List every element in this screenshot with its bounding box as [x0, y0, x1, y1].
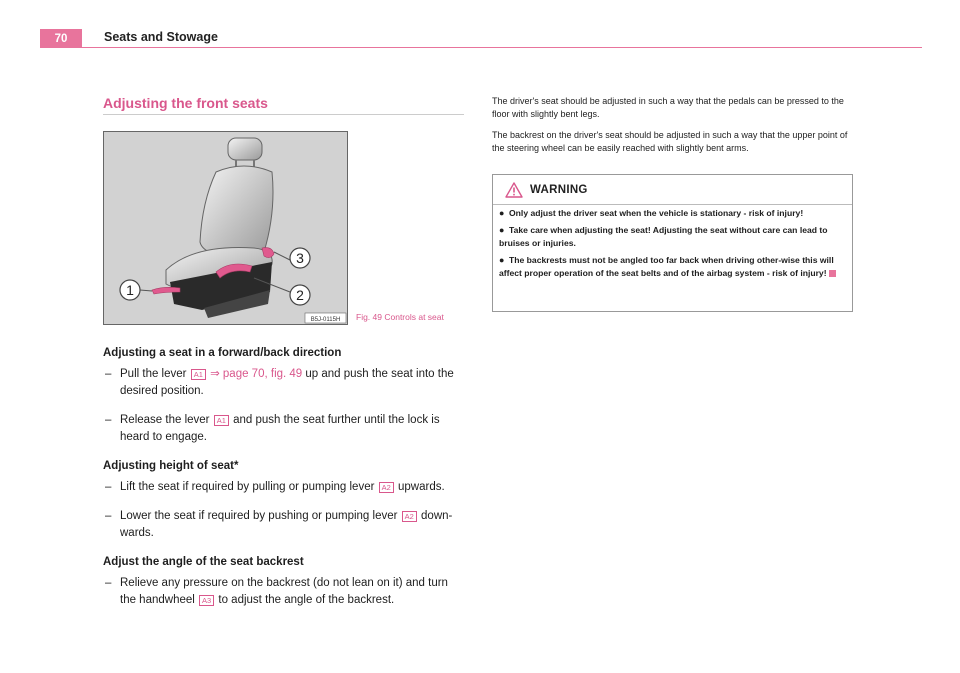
chapter-title: Seats and Stowage [104, 30, 218, 44]
callout-1: 1 [126, 282, 134, 298]
lever-marker-a1: A1 [191, 369, 206, 380]
step-lower-seat [103, 508, 465, 542]
warning-box [492, 174, 853, 312]
seat-figure [103, 131, 348, 325]
page-number: 70 [40, 29, 82, 48]
step-lift-seat [103, 479, 465, 496]
warning-item [499, 207, 842, 220]
step-text: Relieve any pressure on the backrest (do not lean on it) and turn the handwheel [120, 577, 448, 606]
step-text: upwards. [394, 481, 445, 493]
step-text: and push the seat further until the lock is heard to engage. [120, 414, 440, 443]
end-of-section-icon [829, 270, 836, 277]
header-rule [40, 47, 922, 48]
pedal-guidance: The driver's seat should be adjusted in such a way that the pedals can be pressed to the floor with slightly bent legs. [492, 96, 844, 119]
bullet-icon: ● [499, 208, 505, 218]
instructions-column [103, 345, 465, 621]
step-release-lever [103, 412, 465, 446]
step-text: Lift the seat if required by pulling or pumping lever [120, 481, 375, 493]
section-title: Adjusting the front seats [103, 95, 268, 111]
warning-text: Take care when adjusting the seat! Adjusting the seat without care can lead to bruises or injuries. [499, 225, 828, 248]
step-text: Lower the seat if required by pushing or pumping lever [120, 510, 398, 522]
warning-title: WARNING [530, 184, 588, 196]
warning-triangle-icon [505, 182, 523, 198]
lever-marker-a2: A2 [402, 511, 417, 522]
seat-illustration [104, 132, 347, 324]
warning-item [499, 224, 842, 250]
warning-header [493, 175, 852, 205]
warning-text: Only adjust the driver seat when the vehicle is stationary - risk of injury! [509, 208, 804, 218]
callout-2: 2 [296, 287, 304, 303]
subheading-backrest: Adjust the angle of the seat backrest [103, 556, 304, 568]
handwheel-marker-a3: A3 [199, 595, 214, 606]
step-text: down-wards. [120, 510, 453, 539]
subheading-height: Adjusting height of seat* [103, 460, 239, 472]
bullet-icon: ● [499, 225, 505, 235]
figure-link[interactable]: ⇒ page 70, fig. 49 [210, 368, 303, 380]
step-text: to adjust the angle of the backrest. [215, 594, 395, 606]
bullet-icon: ● [499, 255, 505, 265]
warning-body [493, 205, 852, 280]
step-text: Release the lever [120, 414, 210, 426]
step-text: up and push the seat into the desired position. [120, 368, 454, 397]
warning-text: The backrests must not be angled too far back when driving other-wise this will affect proper operation of the seat belts and of the airbag system - risk of injury! [499, 255, 834, 278]
lever-marker-a1: A1 [214, 415, 229, 426]
figure-code: B5J-0115H [310, 317, 341, 323]
step-text: Pull the lever [120, 368, 187, 380]
guidance-column [492, 95, 857, 163]
figure-caption: Fig. 49 Controls at seat [356, 312, 444, 322]
callout-3: 3 [296, 250, 304, 266]
subheading-forward-back: Adjusting a seat in a forward/back direction [103, 347, 342, 359]
step-pull-lever [103, 366, 465, 400]
warning-item [499, 254, 842, 280]
step-adjust-backrest [103, 575, 465, 609]
backrest-guidance: The backrest on the driver's seat should be adjusted in such a way that the upper point of the steering wheel can be easily reached with slightly bent arms. [492, 130, 848, 153]
section-rule [103, 114, 464, 115]
lever-marker-a2: A2 [379, 482, 394, 493]
